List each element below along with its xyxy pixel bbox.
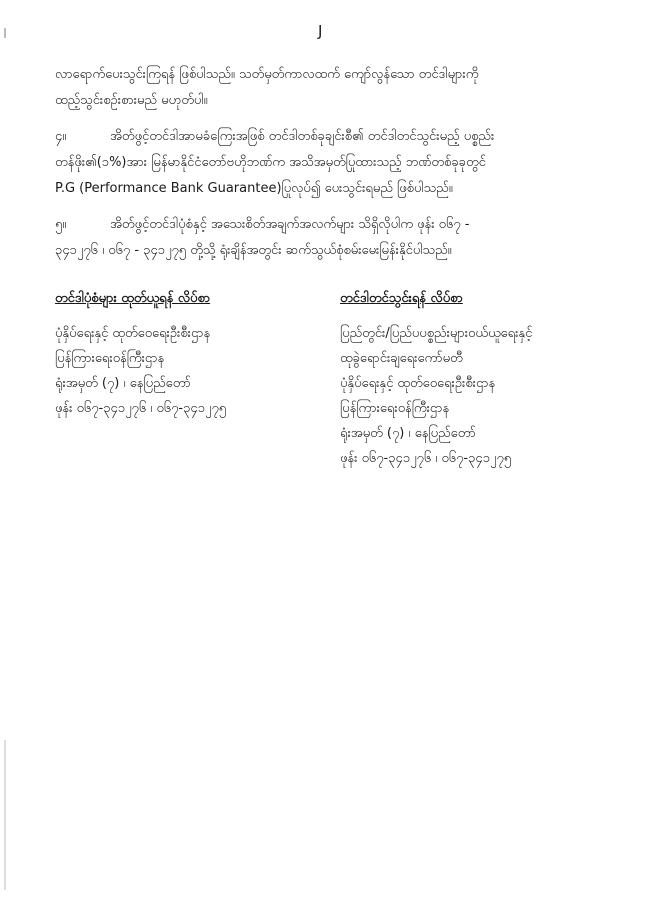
- paragraph-5: [55, 212, 600, 264]
- scan-edge-mark: [4, 28, 6, 38]
- paragraph-line: အိတ်ဖွင့်တင်ဒါပုံစံနှင့် အသေးစိတ်အချက်အလက်များ သိရှိလိုပါက ဖုန်း ၀၆၇ -: [110, 217, 470, 232]
- paragraph-line: ထည့်သွင်းစဉ်းစားမည် မဟုတ်ပါ။: [55, 93, 208, 108]
- paragraph-line: P.G (Performance Bank Guarantee)ပြုလုပ်၍ ပေးသွင်းရမည် ဖြစ်ပါသည်။: [55, 181, 453, 196]
- column-heading: တင်ဒါတင်သွင်းရန် လိပ်စာ: [340, 291, 463, 306]
- address-line: ဖုန်း ၀၆၇-၃၄၁၂၇၆ ၊ ၀၆၇-၃၄၁၂၇၅: [340, 451, 512, 466]
- address-line: ပြန်ကြားရေးဝန်ကြီးဌာန: [340, 401, 450, 416]
- paragraph-number: ၅။: [55, 217, 67, 232]
- address-line: ပြည်တွင်း/ပြည်ပပစ္စည်းများဝယ်ယူရေးနှင့်: [340, 326, 533, 341]
- paragraph-4: [55, 124, 600, 202]
- address-line: ဖုန်း ၀၆၇-၃၄၁၂၇၆ ၊ ၀၆၇-၃၄၁၂၇၅: [55, 401, 227, 416]
- scan-edge-mark: [4, 740, 6, 890]
- paragraph-line: လာရောက်ပေးသွင်းကြရန် ဖြစ်ပါသည်။ သတ်မှတ်ကာလထက် ကျော်လွန်သော တင်ဒါများကို: [55, 67, 479, 82]
- address-column-collect: [55, 286, 325, 421]
- paragraph-line: တန်ဖိုး၏(၁%)အား မြန်မာနိုင်ငံတော်ဗဟိုဘဏ်က အသိအမှတ်ပြုထားသည့် ဘဏ်တစ်ခုခုတွင်: [55, 155, 486, 170]
- address-line: ရုံးအမှတ် (၇) ၊ နေပြည်တော်: [55, 376, 191, 391]
- address-line: ထုခွဲရောင်းချရေးကော်မတီ: [340, 351, 463, 366]
- paragraph-continuation: [55, 62, 600, 114]
- address-line: ရုံးအမှတ် (၇) ၊ နေပြည်တော်: [340, 426, 476, 441]
- address-column-submit: [340, 286, 610, 471]
- address-line: ပုံနှိပ်ရေးနှင့် ထုတ်ဝေရေးဦးစီးဌာန: [55, 326, 211, 341]
- paragraph-line: အိတ်ဖွင့်တင်ဒါအာမခံကြေးအဖြစ် တင်ဒါတစ်ခုချင်းစီ၏ တင်ဒါတင်သွင်းမည့် ပစ္စည်း: [110, 129, 495, 144]
- paragraph-number: ၄။: [55, 129, 67, 144]
- address-line: ပြန်ကြားရေးဝန်ကြီးဌာန: [55, 351, 165, 366]
- address-line: ပုံနှိပ်ရေးနှင့် ထုတ်ဝေရေးဦးစီးဌာန: [340, 376, 496, 391]
- page-number: J: [318, 22, 323, 40]
- paragraph-line: ၃၄၁၂၇၆ ၊ ၀၆၇ - ၃၄၁၂၇၅ တို့သို့ ရုံးချိန်အတွင်း ဆက်သွယ်စုံစမ်းမေးမြန်းနိုင်ပါသည်။: [55, 243, 452, 258]
- column-heading: တင်ဒါပုံစံများ ထုတ်ယူရန် လိပ်စာ: [55, 291, 211, 306]
